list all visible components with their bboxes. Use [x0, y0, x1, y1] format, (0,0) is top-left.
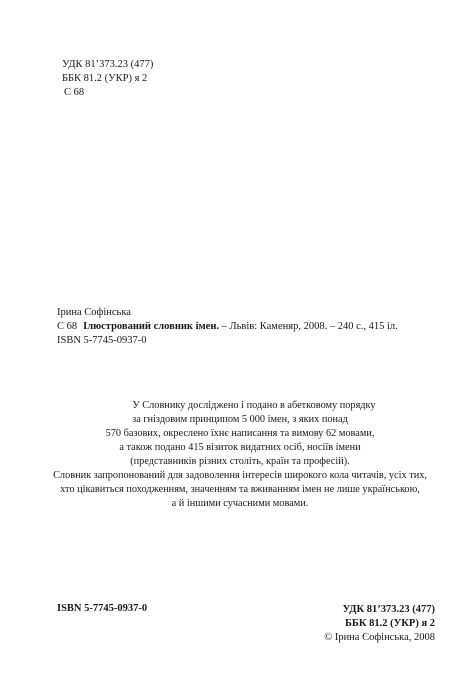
- udk-code: УДК 81’373.23 (477): [62, 59, 154, 70]
- footer-udk-code: УДК 81’373.23 (477): [342, 604, 435, 615]
- author-name: Ірина Софінська: [57, 307, 131, 318]
- catalog-mark: С 68: [57, 321, 78, 332]
- annotation-line: за гніздовим принципом 5 000 імен, з яких понад: [132, 414, 348, 425]
- footer-isbn: ISBN 5-7745-0937-0: [57, 603, 148, 614]
- annotation: [40, 399, 440, 511]
- annotation-line: (представників різних століть, країн та професій).: [130, 456, 350, 467]
- footer-bbk-code: ББК 81.2 (УКР) я 2: [344, 618, 435, 629]
- bbk-code: ББК 81.2 (УКР) я 2: [62, 73, 148, 84]
- copyright-notice: © Ірина Софінська, 2008: [324, 632, 435, 643]
- imprint-details: – Львів: Каменяр, 2008. – 240 с., 415 іл.: [219, 321, 398, 332]
- annotation-line: У Словнику досліджено і подано в абетковому порядку: [132, 400, 376, 411]
- isbn-line: ISBN 5-7745-0937-0: [57, 335, 147, 346]
- title-line: [57, 320, 398, 334]
- annotation-line: хто цікавиться походженням, значенням та вживанням імен не лише українською,: [60, 484, 420, 495]
- classification-codes-top: [62, 58, 153, 100]
- bibliographic-record: [57, 306, 398, 348]
- book-title: Ілюстрований словник імен.: [83, 321, 219, 332]
- annotation-line: а й іншими сучасними мовами.: [171, 498, 309, 509]
- classification-codes-bottom: [324, 603, 435, 645]
- annotation-line: 570 базових, окреслено їхнє написання та вимову 62 мовами,: [105, 428, 375, 439]
- annotation-line: Словник запропонований для задоволення інтересів широкого кола читачів, усіх тих,: [53, 470, 427, 481]
- annotation-line: а також подано 415 візиток видатних осіб, носіїв імени: [119, 442, 361, 453]
- author-mark: С 68: [64, 87, 85, 98]
